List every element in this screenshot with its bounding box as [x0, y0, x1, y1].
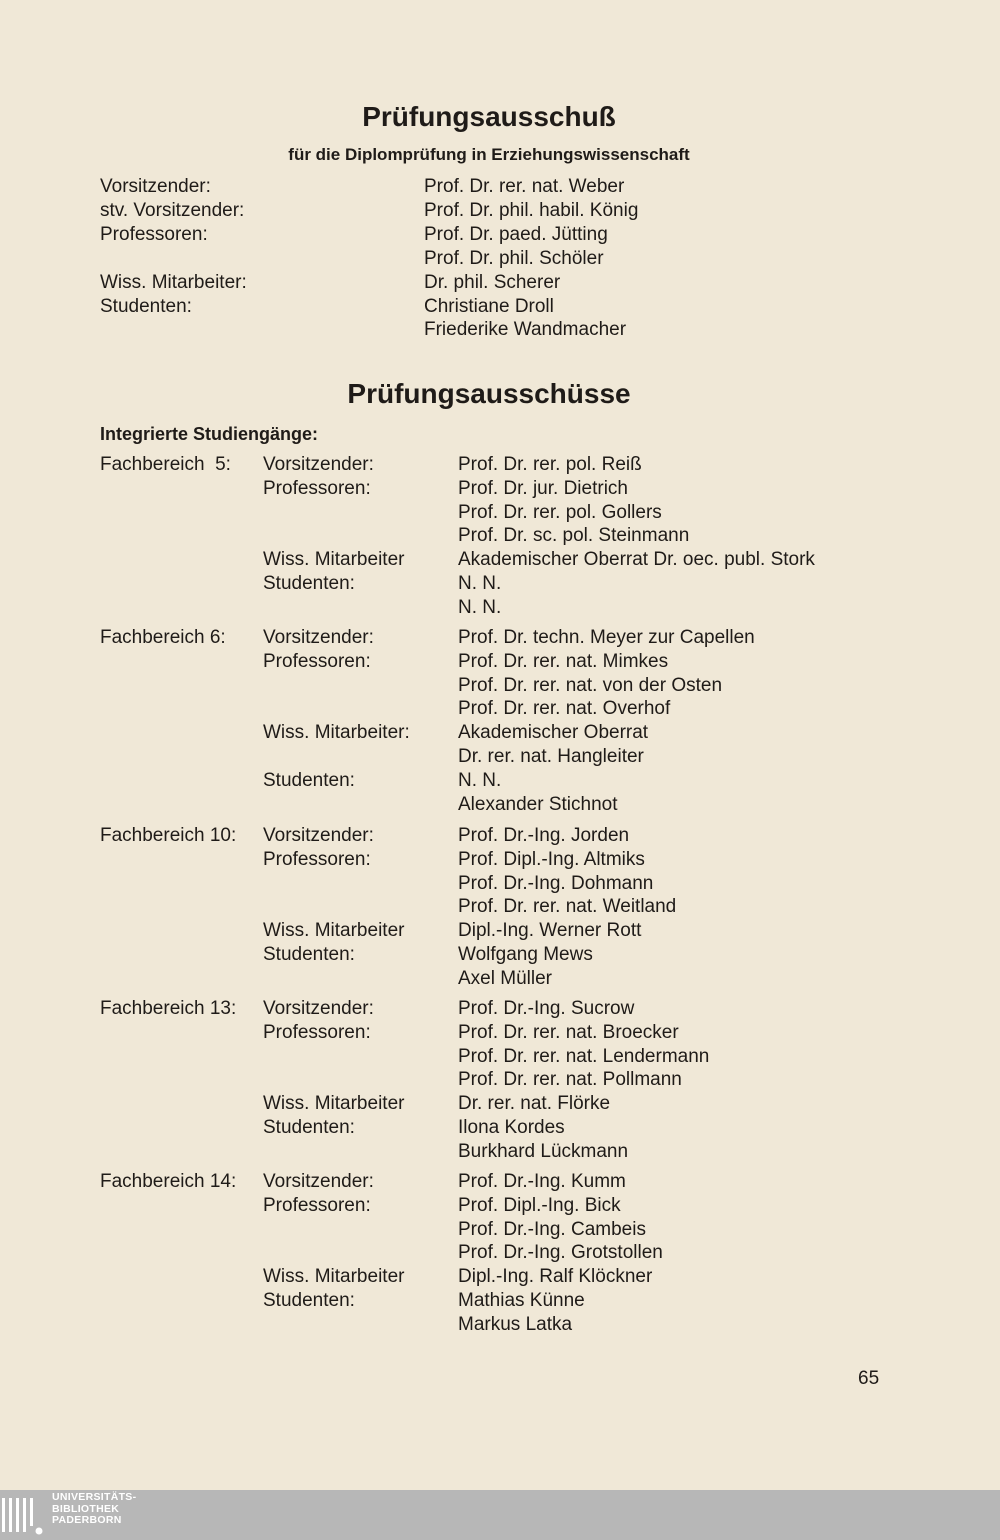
member-name: Prof. Dr.-Ing. Cambeis [458, 1218, 646, 1240]
department-label: Fachbereich 5: [100, 454, 231, 475]
role-label: Professoren: [263, 1021, 371, 1043]
role-label: Vorsitzender: [263, 998, 374, 1019]
library-logo-icon [2, 1494, 44, 1536]
member-name: Prof. Dr.-Ing. Grotstollen [458, 1242, 663, 1264]
member-name: Prof. Dr. rer. pol. Gollers [458, 501, 662, 523]
member-name: Prof. Dr. rer. nat. Weitland [458, 896, 677, 918]
role-label: Vorsitzender: [100, 176, 211, 197]
integrated-programs-heading: Integrierte Studiengänge: [100, 424, 319, 444]
member-name: Wolfgang Mews [458, 944, 593, 965]
page-number: 65 [858, 1368, 880, 1389]
member-name: Prof. Dr. techn. Meyer zur Capellen [458, 627, 755, 648]
member-name: Prof. Dr. sc. pol. Steinmann [458, 525, 690, 547]
member-name: Prof. Dr. rer. nat. Overhof [458, 698, 671, 720]
role-label: Professoren: [263, 1194, 371, 1216]
role-label: Wiss. Mitarbeiter [263, 1266, 405, 1288]
member-name: Mathias Künne [458, 1290, 585, 1311]
member-name: Dr. rer. nat. Flörke [458, 1093, 611, 1115]
member-name: Burkhard Lückmann [458, 1140, 629, 1162]
member-name: Prof. Dr. phil. Schöler [424, 248, 604, 269]
member-name: Prof. Dr.-Ing. Jorden [458, 825, 630, 846]
member-name: Dr. rer. nat. Hangleiter [458, 746, 644, 767]
role-label: Studenten: [263, 1290, 355, 1311]
role-label: Professoren: [263, 650, 371, 672]
library-name: UNIVERSITÄTS- BIBLIOTHEK PADERBORN [52, 1491, 137, 1526]
member-name: N. N. [458, 596, 502, 618]
role-label: Studenten: [263, 1117, 355, 1138]
member-name: Prof. Dr. rer. nat. Broecker [458, 1021, 679, 1043]
page-subtitle: für die Diplomprüfung in Erziehungswissenschaft [288, 145, 690, 164]
role-label: Wiss. Mitarbeiter [263, 549, 405, 571]
role-label: Studenten: [263, 944, 355, 965]
page-title: Prüfungsausschuß [362, 101, 616, 132]
role-label: Wiss. Mitarbeiter: [100, 272, 247, 293]
member-name: Prof. Dr.-Ing. Kumm [458, 1171, 626, 1192]
member-name: Akademischer Oberrat Dr. oec. publ. Stork [458, 549, 815, 571]
department-label: Fachbereich 6: [100, 627, 226, 648]
member-name: Prof. Dr. paed. Jütting [424, 224, 608, 245]
member-name: Christiane Droll [424, 296, 554, 317]
member-name: Dipl.-Ing. Werner Rott [458, 920, 642, 942]
member-name: Dr. phil. Scherer [424, 272, 561, 293]
section-title: Prüfungsausschüsse [347, 378, 631, 409]
role-label: Wiss. Mitarbeiter: [263, 722, 410, 744]
role-label: Professoren: [100, 224, 208, 245]
member-name: Dipl.-Ing. Ralf Klöckner [458, 1266, 653, 1288]
member-name: Prof. Dr. rer. nat. Weber [424, 176, 625, 197]
member-name: N. N. [458, 573, 502, 594]
member-name: Ilona Kordes [458, 1117, 565, 1138]
role-label: Studenten: [263, 573, 355, 594]
member-name: Prof. Dr. rer. nat. Pollmann [458, 1069, 682, 1091]
member-name: Prof. Dipl.-Ing. Altmiks [458, 848, 645, 870]
role-label: Vorsitzender: [263, 1171, 374, 1192]
member-name: Prof. Dr.-Ing. Sucrow [458, 998, 635, 1019]
role-label: Vorsitzender: [263, 454, 374, 475]
role-label: Wiss. Mitarbeiter [263, 920, 405, 942]
member-name: Prof. Dr. phil. habil. König [424, 200, 639, 221]
member-name: Prof. Dr. rer. nat. von der Osten [458, 674, 723, 696]
role-label: Professoren: [263, 477, 371, 499]
department-label: Fachbereich 13: [100, 998, 237, 1019]
department-label: Fachbereich 10: [100, 825, 237, 846]
department-label: Fachbereich 14: [100, 1171, 237, 1192]
library-footer [0, 1490, 1000, 1540]
member-name: Prof. Dr. rer. nat. Lendermann [458, 1045, 710, 1067]
member-name: Prof. Dr. rer. nat. Mimkes [458, 650, 669, 672]
role-label: Professoren: [263, 848, 371, 870]
role-label: Vorsitzender: [263, 627, 374, 648]
member-name: Prof. Dr. rer. pol. Reiß [458, 454, 642, 475]
role-label: Studenten: [100, 296, 192, 317]
member-name: Friederike Wandmacher [424, 319, 627, 340]
member-name: Akademischer Oberrat [458, 722, 649, 744]
role-label: Vorsitzender: [263, 825, 374, 846]
role-label: Studenten: [263, 769, 355, 791]
member-name: Alexander Stichnot [458, 793, 618, 815]
member-name: Markus Latka [458, 1313, 573, 1335]
member-name: Prof. Dipl.-Ing. Bick [458, 1194, 621, 1216]
member-name: Prof. Dr.-Ing. Dohmann [458, 872, 654, 894]
member-name: Prof. Dr. jur. Dietrich [458, 477, 628, 499]
member-name: N. N. [458, 769, 502, 791]
role-label: Wiss. Mitarbeiter [263, 1093, 405, 1115]
member-name: Axel Müller [458, 967, 552, 989]
role-label: stv. Vorsitzender: [100, 200, 245, 221]
